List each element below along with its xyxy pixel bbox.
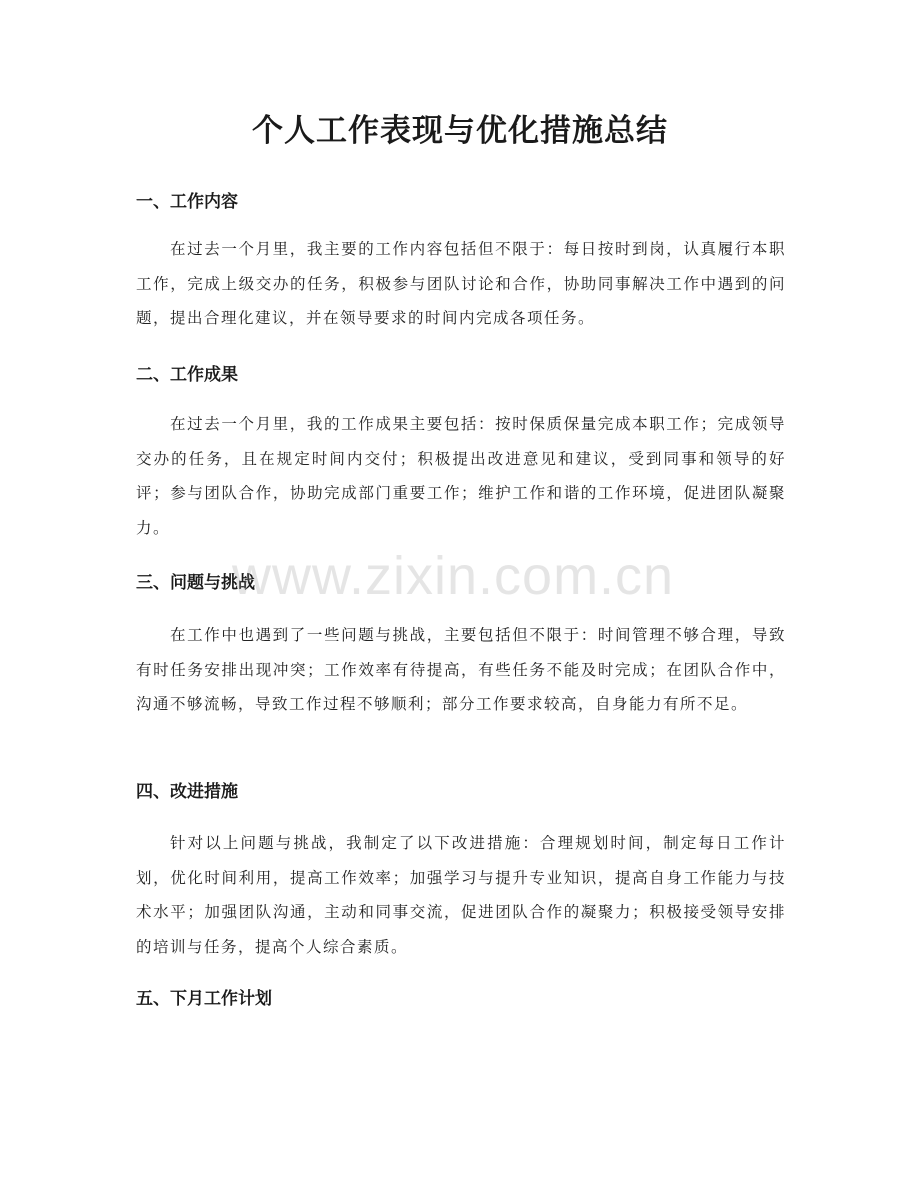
document-title: 个人工作表现与优化措施总结: [252, 113, 668, 149]
section-heading-problems: 三、问题与挑战: [136, 573, 255, 593]
section-body-problems: 在工作中也遇到了一些问题与挑战，主要包括但不限于：时间管理不够合理，导致有时任务安排出现冲突；工作效率有待提高，有些任务不能及时完成；在团队合作中，沟通不够流畅，导致工作过程不够顺利；部分工作要求较高，自身能力有所不足。: [136, 626, 786, 713]
section-body-work-results: 在过去一个月里，我的工作成果主要包括：按时保质保量完成本职工作；完成领导交办的任务，且在规定时间内交付；积极提出改进意见和建议，受到同事和领导的好评；参与团队合作，协助完成部门重要工作；维护工作和谐的工作环境，促进团队凝聚力。: [136, 415, 786, 537]
section-heading-work-results: 二、工作成果: [136, 365, 238, 385]
section-body-work-content: 在过去一个月里，我主要的工作内容包括但不限于：每日按时到岗，认真履行本职工作，完成上级交办的任务，积极参与团队讨论和合作，协助同事解决工作中遇到的问题，提出合理化建议，并在领导要求的时间内完成各项任务。: [136, 240, 786, 327]
section-heading-work-content: 一、工作内容: [136, 192, 238, 212]
section-body-improvements: 针对以上问题与挑战，我制定了以下改进措施：合理规划时间，制定每日工作计划，优化时间利用，提高工作效率；加强学习与提升专业知识，提高自身工作能力与技术水平；加强团队沟通，主动和同事交流，促进团队合作的凝聚力；积极接受领导安排的培训与任务，提高个人综合素质。: [136, 834, 786, 956]
section-heading-improvements: 四、改进措施: [136, 782, 238, 802]
section-heading-next-month-plan: 五、下月工作计划: [136, 989, 272, 1009]
watermark-text: www.zixin.com.cn: [232, 546, 675, 606]
